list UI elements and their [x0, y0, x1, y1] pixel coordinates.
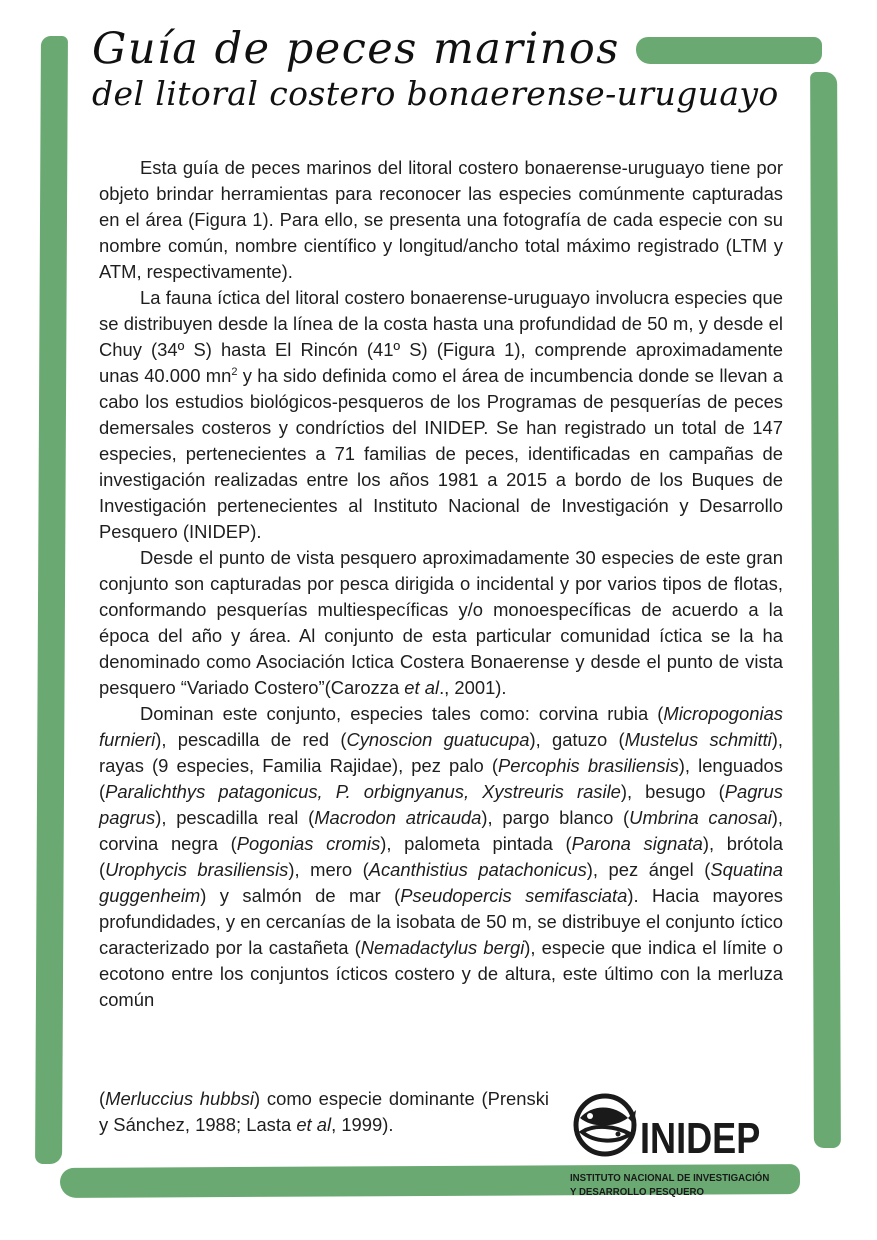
- fish-emblem-icon: [572, 1092, 638, 1158]
- inidep-logo: [568, 1090, 800, 1202]
- scientific-name-text: Cynoscion guatucupa: [346, 729, 530, 750]
- text-run: La fauna íctica del litoral costero bonaerense-uruguayo involucra especies que se distribuyen desde la línea de la costa hasta una profundidad de 50 m, y desde el Chuy (34º S) hasta El Rincón (41º S) (Figura 1), comprende aproximadamente unas 40.000 mn: [99, 287, 783, 386]
- scientific-name-text: Paralichthys patagonicus, P. orbignyanus, Xystreuris rasile: [105, 781, 621, 802]
- text-run: ), lenguados (: [99, 755, 783, 802]
- scientific-name-text: Pagrus pagrus: [99, 781, 783, 828]
- scientific-name-text: Pogonias cromis: [236, 833, 381, 854]
- closing-paragraph-block: [99, 1086, 549, 1138]
- text-run: ) y salmón de mar (: [200, 885, 401, 906]
- text-run: Desde el punto de vista pesquero aproximadamente 30 especies de este gran conjunto son capturadas por pesca dirigida o incidental y por varios tipos de flotas, conformando pesquerías multiespecíficas y/o monoespecíficas de acuerdo a la época del año y área. Al conjunto de esta particular comunidad íctica se la ha denominado como Asociación Ictica Costera Bonaerense y desde el punto de vista pesquero “Variado Costero”(Carozza: [99, 547, 783, 698]
- text-run: ), pargo blanco (: [481, 807, 630, 828]
- body-paragraph: [99, 285, 783, 545]
- text-run: ). Hacia mayores profundidades, y en cercanías de la isobata de 50 m, se distribuye el conjunto íctico caracterizado por la castañeta (: [99, 885, 784, 958]
- scientific-name-text: Squatina guggenheim: [99, 859, 783, 906]
- body-paragraph: [99, 545, 783, 701]
- scientific-name-text: Umbrina canosai: [629, 807, 772, 828]
- green-brush-stroke-left: [35, 36, 68, 1164]
- logo-subtitle-line2: Y DESARROLLO PESQUERO: [570, 1186, 705, 1198]
- text-run: ), pescadilla real (: [155, 807, 315, 828]
- scientific-name-text: et al: [404, 677, 440, 698]
- green-brush-stroke-right: [810, 72, 841, 1148]
- text-run: ), especie que indica el límite o ecotono entre los conjuntos ícticos costero y de altura, este último con la merluza común: [99, 937, 783, 1010]
- text-run: ), corvina negra (: [99, 807, 784, 854]
- scientific-name-text: Nemadactylus bergi: [360, 937, 525, 958]
- scientific-name-text: et al: [296, 1114, 332, 1135]
- text-run: ), brótola (: [99, 833, 783, 880]
- superscript-text: 2: [231, 365, 238, 378]
- scientific-name-text: Urophycis brasiliensis: [105, 859, 289, 880]
- text-run: y ha sido definida como el área de incumbencia donde se llevan a cabo los estudios biológicos-pesqueros de los Programas de pesquerías de peces demersales costeros y condríctios del INIDEP. Se han registrado un total de 147 especies, pertenecientes a 71 familias de peces, identificadas en campañas de investigación realizadas entre los años 1981 a 2015 a bordo de los Buques de Investigación pertenecientes al Instituto Nacional de Investigación y Desarrollo Pesquero (INIDEP).: [99, 365, 783, 542]
- logo-subtitle-line1: INSTITUTO NACIONAL DE INVESTIGACIÓN: [570, 1172, 770, 1184]
- body-paragraph: [99, 701, 783, 1013]
- text-run: (: [99, 1088, 106, 1109]
- green-brush-stroke-top: [636, 37, 822, 64]
- text-run: Esta guía de peces marinos del litoral costero bonaerense-uruguayo tiene por objeto brindar herramientas para reconocer las especies comúnmente capturadas en el área (Figura 1). Para ello, se presenta una fotografía de cada especie con su nombre común, nombre científico y longitud/ancho total máximo registrado (LTM y ATM, respectivamente).: [99, 157, 783, 282]
- scientific-name-text: Mustelus schmitti: [624, 729, 772, 750]
- text-run: ), mero (: [288, 859, 369, 880]
- text-run: ), palometa pintada (: [380, 833, 572, 854]
- scientific-name-text: Parona signata: [571, 833, 703, 854]
- scientific-name-text: Merluccius hubbsi: [105, 1088, 254, 1109]
- scientific-name-text: Pseudopercis semifasciata: [400, 885, 628, 906]
- body-text: [99, 155, 783, 1013]
- text-run: ), pez ángel (: [586, 859, 711, 880]
- page-subtitle: del litoral costero bonaerense-uruguayo: [92, 74, 779, 113]
- scientific-name-text: Micropogonias furnieri: [99, 703, 783, 750]
- scientific-name-text: Acanthistius patachonicus: [368, 859, 587, 880]
- page-title: Guía de peces marinos: [92, 24, 620, 74]
- text-run: ), besugo (: [620, 781, 725, 802]
- text-run: ), pescadilla de red (: [155, 729, 347, 750]
- body-paragraph: [99, 155, 783, 285]
- text-run: ) como especie dominante (Prenski y Sánchez, 1988; Lasta: [99, 1088, 549, 1135]
- closing-paragraph: [99, 1086, 549, 1138]
- logo-wordmark: INIDEP: [640, 1114, 761, 1163]
- scientific-name-text: Percophis brasiliensis: [497, 755, 679, 776]
- text-run: ), gatuzo (: [529, 729, 625, 750]
- text-run: , 1999).: [331, 1114, 394, 1135]
- scientific-name-text: Macrodon atricauda: [314, 807, 482, 828]
- text-run: ., 2001).: [439, 677, 507, 698]
- text-run: Dominan este conjunto, especies tales como: corvina rubia (: [140, 703, 664, 724]
- text-run: ), rayas (9 especies, Familia Rajidae), pez palo (: [99, 729, 784, 776]
